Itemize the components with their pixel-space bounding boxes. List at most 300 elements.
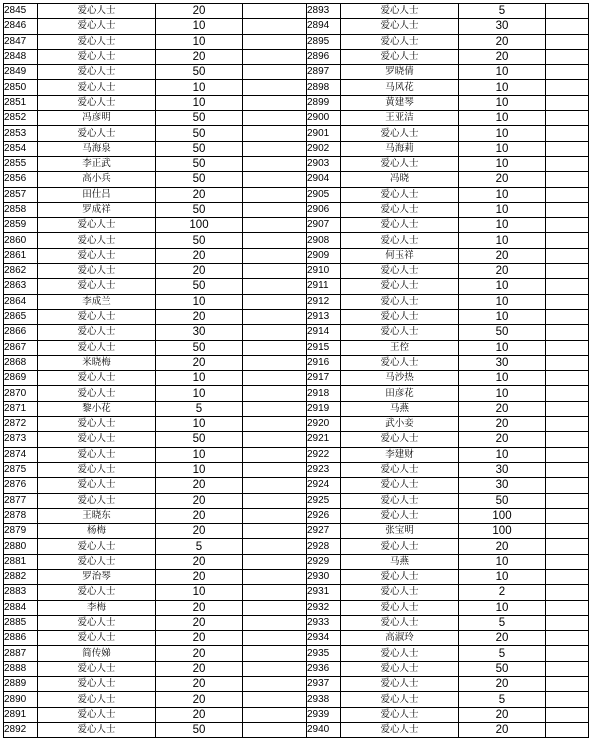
blank-cell xyxy=(243,569,307,584)
donation-amount-cell: 20 xyxy=(156,661,243,676)
donor-name-cell: 爱心人士 xyxy=(341,355,459,370)
donor-number-cell: 2940 xyxy=(307,722,341,737)
blank-cell xyxy=(243,248,307,263)
blank-cell xyxy=(243,417,307,432)
blank-cell xyxy=(546,340,589,355)
donor-name-cell: 爱心人士 xyxy=(341,294,459,309)
donation-amount-cell: 100 xyxy=(156,218,243,233)
blank-cell xyxy=(546,692,589,707)
donor-name-cell: 高小兵 xyxy=(38,172,156,187)
blank-cell xyxy=(243,646,307,661)
donation-amount-cell: 10 xyxy=(459,65,546,80)
donor-name-cell: 罗晓倩 xyxy=(341,65,459,80)
table-row xyxy=(4,218,589,233)
donor-number-cell: 2867 xyxy=(4,340,38,355)
donor-name-cell: 爱心人士 xyxy=(38,218,156,233)
donation-amount-cell: 10 xyxy=(156,371,243,386)
blank-cell xyxy=(546,309,589,324)
donor-name-cell: 爱心人士 xyxy=(341,722,459,737)
donor-number-cell: 2881 xyxy=(4,554,38,569)
donor-name-cell: 爱心人士 xyxy=(341,279,459,294)
donor-name-cell: 爱心人士 xyxy=(341,585,459,600)
donation-amount-cell: 20 xyxy=(156,615,243,630)
donation-amount-cell: 10 xyxy=(459,126,546,141)
donor-name-cell: 马风花 xyxy=(341,80,459,95)
donor-number-cell: 2928 xyxy=(307,539,341,554)
donation-amount-cell: 10 xyxy=(156,19,243,34)
blank-cell xyxy=(546,202,589,217)
donation-amount-cell: 10 xyxy=(459,202,546,217)
table-row xyxy=(4,126,589,141)
donor-number-cell: 2929 xyxy=(307,554,341,569)
donor-name-cell: 爱心人士 xyxy=(38,279,156,294)
donor-name-cell: 爱心人士 xyxy=(38,80,156,95)
donor-name-cell: 黄建琴 xyxy=(341,95,459,110)
blank-cell xyxy=(243,554,307,569)
donor-name-cell: 米晓梅 xyxy=(38,355,156,370)
blank-cell xyxy=(243,202,307,217)
donor-number-cell: 2937 xyxy=(307,677,341,692)
blank-cell xyxy=(546,707,589,722)
donor-name-cell: 爱心人士 xyxy=(38,585,156,600)
donor-number-cell: 2863 xyxy=(4,279,38,294)
blank-cell xyxy=(546,432,589,447)
table-row xyxy=(4,692,589,707)
donor-name-cell: 马沙热 xyxy=(341,371,459,386)
donor-name-cell: 高淑玲 xyxy=(341,631,459,646)
blank-cell xyxy=(546,248,589,263)
blank-cell xyxy=(243,233,307,248)
donation-amount-cell: 20 xyxy=(156,631,243,646)
donation-amount-cell: 50 xyxy=(156,126,243,141)
blank-cell xyxy=(243,294,307,309)
donation-amount-cell: 10 xyxy=(459,371,546,386)
donation-table xyxy=(3,3,589,738)
donor-number-cell: 2902 xyxy=(307,141,341,156)
table-row xyxy=(4,111,589,126)
donor-name-cell: 爱心人士 xyxy=(38,340,156,355)
table-row xyxy=(4,294,589,309)
blank-cell xyxy=(546,508,589,523)
table-row xyxy=(4,19,589,34)
table-row xyxy=(4,172,589,187)
table-row xyxy=(4,585,589,600)
blank-cell xyxy=(546,600,589,615)
donor-number-cell: 2911 xyxy=(307,279,341,294)
donor-number-cell: 2903 xyxy=(307,156,341,171)
donor-name-cell: 李成兰 xyxy=(38,294,156,309)
donor-name-cell: 马海泉 xyxy=(38,141,156,156)
blank-cell xyxy=(243,508,307,523)
donor-name-cell: 爱心人士 xyxy=(38,49,156,64)
donor-number-cell: 2877 xyxy=(4,493,38,508)
donor-number-cell: 2876 xyxy=(4,478,38,493)
donor-number-cell: 2862 xyxy=(4,264,38,279)
donation-amount-cell: 10 xyxy=(459,309,546,324)
donor-number-cell: 2890 xyxy=(4,692,38,707)
blank-cell xyxy=(243,126,307,141)
donor-name-cell: 爱心人士 xyxy=(38,493,156,508)
donor-number-cell: 2934 xyxy=(307,631,341,646)
donation-amount-cell: 5 xyxy=(459,646,546,661)
table-row xyxy=(4,187,589,202)
donation-amount-cell: 50 xyxy=(156,432,243,447)
donation-amount-cell: 30 xyxy=(156,325,243,340)
donor-name-cell: 爱心人士 xyxy=(341,34,459,49)
blank-cell xyxy=(546,264,589,279)
donor-number-cell: 2882 xyxy=(4,569,38,584)
donor-number-cell: 2872 xyxy=(4,417,38,432)
blank-cell xyxy=(546,401,589,416)
blank-cell xyxy=(243,600,307,615)
donation-amount-cell: 20 xyxy=(156,677,243,692)
table-row xyxy=(4,508,589,523)
table-row xyxy=(4,248,589,263)
blank-cell xyxy=(243,539,307,554)
donor-number-cell: 2889 xyxy=(4,677,38,692)
donation-amount-cell: 30 xyxy=(459,355,546,370)
donor-name-cell: 李梅 xyxy=(38,600,156,615)
donor-number-cell: 2864 xyxy=(4,294,38,309)
table-row xyxy=(4,722,589,737)
donation-amount-cell: 20 xyxy=(459,417,546,432)
donation-amount-cell: 10 xyxy=(156,95,243,110)
donor-name-cell: 田彦花 xyxy=(341,386,459,401)
donor-name-cell: 爱心人士 xyxy=(341,677,459,692)
table-row xyxy=(4,156,589,171)
donor-number-cell: 2932 xyxy=(307,600,341,615)
blank-cell xyxy=(546,19,589,34)
donor-name-cell: 爱心人士 xyxy=(341,264,459,279)
donor-name-cell: 爱心人士 xyxy=(341,19,459,34)
donation-amount-cell: 30 xyxy=(459,478,546,493)
donation-amount-cell: 10 xyxy=(156,80,243,95)
donor-number-cell: 2918 xyxy=(307,386,341,401)
donor-number-cell: 2908 xyxy=(307,233,341,248)
blank-cell xyxy=(546,569,589,584)
blank-cell xyxy=(546,111,589,126)
donor-name-cell: 黎小花 xyxy=(38,401,156,416)
blank-cell xyxy=(243,661,307,676)
donation-amount-cell: 10 xyxy=(459,156,546,171)
donor-number-cell: 2870 xyxy=(4,386,38,401)
blank-cell xyxy=(546,65,589,80)
donation-amount-cell: 50 xyxy=(459,661,546,676)
donor-name-cell: 王亚洁 xyxy=(341,111,459,126)
blank-cell xyxy=(546,294,589,309)
donation-amount-cell: 20 xyxy=(156,4,243,19)
blank-cell xyxy=(546,631,589,646)
donor-name-cell: 爱心人士 xyxy=(38,432,156,447)
donor-number-cell: 2891 xyxy=(4,707,38,722)
donor-name-cell: 爱心人士 xyxy=(38,233,156,248)
blank-cell xyxy=(243,493,307,508)
donation-amount-cell: 50 xyxy=(459,325,546,340)
donor-name-cell: 马燕 xyxy=(341,401,459,416)
donation-amount-cell: 30 xyxy=(459,19,546,34)
donor-number-cell: 2892 xyxy=(4,722,38,737)
donor-name-cell: 爱心人士 xyxy=(38,554,156,569)
blank-cell xyxy=(546,80,589,95)
donor-number-cell: 2905 xyxy=(307,187,341,202)
donor-number-cell: 2909 xyxy=(307,248,341,263)
donation-amount-cell: 20 xyxy=(156,248,243,263)
donor-number-cell: 2893 xyxy=(307,4,341,19)
donor-number-cell: 2933 xyxy=(307,615,341,630)
donor-number-cell: 2904 xyxy=(307,172,341,187)
table-row xyxy=(4,447,589,462)
donor-name-cell: 爱心人士 xyxy=(341,126,459,141)
donor-name-cell: 张宝明 xyxy=(341,524,459,539)
blank-cell xyxy=(243,218,307,233)
donation-amount-cell: 50 xyxy=(156,722,243,737)
donor-name-cell: 何玉祥 xyxy=(341,248,459,263)
donor-number-cell: 2875 xyxy=(4,462,38,477)
table-row xyxy=(4,34,589,49)
donor-name-cell: 爱心人士 xyxy=(38,95,156,110)
blank-cell xyxy=(243,156,307,171)
blank-cell xyxy=(243,401,307,416)
donor-number-cell: 2861 xyxy=(4,248,38,263)
table-row xyxy=(4,569,589,584)
donation-amount-cell: 10 xyxy=(156,447,243,462)
donation-amount-cell: 10 xyxy=(459,279,546,294)
donor-number-cell: 2896 xyxy=(307,49,341,64)
donor-number-cell: 2851 xyxy=(4,95,38,110)
donation-amount-cell: 20 xyxy=(459,49,546,64)
blank-cell xyxy=(546,218,589,233)
donor-number-cell: 2915 xyxy=(307,340,341,355)
donor-number-cell: 2885 xyxy=(4,615,38,630)
donation-amount-cell: 5 xyxy=(156,401,243,416)
donation-amount-cell: 20 xyxy=(459,677,546,692)
donor-name-cell: 爱心人士 xyxy=(341,462,459,477)
donation-amount-cell: 10 xyxy=(459,141,546,156)
donor-number-cell: 2886 xyxy=(4,631,38,646)
table-row xyxy=(4,141,589,156)
donor-name-cell: 爱心人士 xyxy=(38,661,156,676)
donation-amount-cell: 100 xyxy=(459,508,546,523)
table-row xyxy=(4,49,589,64)
donor-name-cell: 爱心人士 xyxy=(38,4,156,19)
donor-name-cell: 爱心人士 xyxy=(38,722,156,737)
donor-name-cell: 爱心人士 xyxy=(341,661,459,676)
donor-name-cell: 爱心人士 xyxy=(38,309,156,324)
blank-cell xyxy=(546,478,589,493)
blank-cell xyxy=(243,264,307,279)
donation-amount-cell: 10 xyxy=(459,600,546,615)
blank-cell xyxy=(243,309,307,324)
blank-cell xyxy=(243,340,307,355)
donor-number-cell: 2939 xyxy=(307,707,341,722)
donor-name-cell: 爱心人士 xyxy=(38,371,156,386)
donation-amount-cell: 10 xyxy=(156,462,243,477)
blank-cell xyxy=(243,95,307,110)
donor-number-cell: 2865 xyxy=(4,309,38,324)
donation-amount-cell: 20 xyxy=(459,34,546,49)
blank-cell xyxy=(546,126,589,141)
donor-number-cell: 2898 xyxy=(307,80,341,95)
donation-amount-cell: 10 xyxy=(459,294,546,309)
donation-amount-cell: 2 xyxy=(459,585,546,600)
blank-cell xyxy=(546,646,589,661)
donor-number-cell: 2850 xyxy=(4,80,38,95)
blank-cell xyxy=(546,661,589,676)
blank-cell xyxy=(243,631,307,646)
donor-name-cell: 冯彦明 xyxy=(38,111,156,126)
table-row xyxy=(4,4,589,19)
table-row xyxy=(4,631,589,646)
donor-name-cell: 罗治琴 xyxy=(38,569,156,584)
donor-number-cell: 2878 xyxy=(4,508,38,523)
donation-amount-cell: 20 xyxy=(156,187,243,202)
blank-cell xyxy=(243,34,307,49)
donation-amount-cell: 20 xyxy=(156,554,243,569)
table-row xyxy=(4,707,589,722)
donor-number-cell: 2848 xyxy=(4,49,38,64)
donor-name-cell: 爱心人士 xyxy=(341,49,459,64)
donor-number-cell: 2924 xyxy=(307,478,341,493)
donation-amount-cell: 10 xyxy=(156,386,243,401)
blank-cell xyxy=(546,539,589,554)
table-row xyxy=(4,462,589,477)
blank-cell xyxy=(546,95,589,110)
donation-amount-cell: 10 xyxy=(459,233,546,248)
table-row xyxy=(4,264,589,279)
donation-amount-cell: 20 xyxy=(156,508,243,523)
donor-name-cell: 爱心人士 xyxy=(341,539,459,554)
blank-cell xyxy=(243,49,307,64)
donation-amount-cell: 10 xyxy=(156,585,243,600)
blank-cell xyxy=(546,325,589,340)
blank-cell xyxy=(546,156,589,171)
donor-number-cell: 2857 xyxy=(4,187,38,202)
donor-name-cell: 李正武 xyxy=(38,156,156,171)
table-row xyxy=(4,80,589,95)
donor-number-cell: 2887 xyxy=(4,646,38,661)
donor-name-cell: 爱心人士 xyxy=(38,126,156,141)
donor-name-cell: 爱心人士 xyxy=(38,615,156,630)
blank-cell xyxy=(243,386,307,401)
donor-name-cell: 冯晓 xyxy=(341,172,459,187)
donor-name-cell: 爱心人士 xyxy=(341,432,459,447)
donation-amount-cell: 50 xyxy=(156,233,243,248)
blank-cell xyxy=(243,65,307,80)
blank-cell xyxy=(243,4,307,19)
donation-amount-cell: 20 xyxy=(156,646,243,661)
donor-number-cell: 2895 xyxy=(307,34,341,49)
donor-name-cell: 爱心人士 xyxy=(341,707,459,722)
blank-cell xyxy=(243,355,307,370)
donor-name-cell: 爱心人士 xyxy=(341,309,459,324)
blank-cell xyxy=(243,172,307,187)
blank-cell xyxy=(243,462,307,477)
donation-amount-cell: 10 xyxy=(459,569,546,584)
blank-cell xyxy=(546,172,589,187)
blank-cell xyxy=(546,187,589,202)
donation-amount-cell: 5 xyxy=(459,4,546,19)
donation-amount-cell: 20 xyxy=(156,600,243,615)
donor-number-cell: 2847 xyxy=(4,34,38,49)
blank-cell xyxy=(546,615,589,630)
donation-amount-cell: 10 xyxy=(459,554,546,569)
blank-cell xyxy=(243,325,307,340)
donor-number-cell: 2845 xyxy=(4,4,38,19)
table-row xyxy=(4,417,589,432)
donor-number-cell: 2866 xyxy=(4,325,38,340)
table-row xyxy=(4,615,589,630)
table-row xyxy=(4,371,589,386)
donor-number-cell: 2927 xyxy=(307,524,341,539)
table-row xyxy=(4,432,589,447)
donor-name-cell: 爱心人士 xyxy=(341,218,459,233)
donor-number-cell: 2935 xyxy=(307,646,341,661)
donor-number-cell: 2926 xyxy=(307,508,341,523)
donor-name-cell: 爱心人士 xyxy=(341,156,459,171)
blank-cell xyxy=(243,707,307,722)
table-row xyxy=(4,478,589,493)
blank-cell xyxy=(546,371,589,386)
donor-number-cell: 2856 xyxy=(4,172,38,187)
blank-cell xyxy=(546,355,589,370)
donor-name-cell: 爱心人士 xyxy=(341,202,459,217)
blank-cell xyxy=(546,4,589,19)
donor-name-cell: 爱心人士 xyxy=(38,692,156,707)
donation-amount-cell: 50 xyxy=(156,65,243,80)
donor-number-cell: 2849 xyxy=(4,65,38,80)
donor-number-cell: 2855 xyxy=(4,156,38,171)
donor-name-cell: 爱心人士 xyxy=(341,493,459,508)
donor-number-cell: 2883 xyxy=(4,585,38,600)
donation-amount-cell: 50 xyxy=(459,493,546,508)
donor-number-cell: 2936 xyxy=(307,661,341,676)
donor-name-cell: 爱心人士 xyxy=(38,677,156,692)
blank-cell xyxy=(546,49,589,64)
donation-amount-cell: 50 xyxy=(156,111,243,126)
donor-number-cell: 2920 xyxy=(307,417,341,432)
donation-amount-cell: 20 xyxy=(459,631,546,646)
donor-number-cell: 2888 xyxy=(4,661,38,676)
donation-amount-cell: 10 xyxy=(156,417,243,432)
donor-number-cell: 2931 xyxy=(307,585,341,600)
table-row xyxy=(4,340,589,355)
donor-number-cell: 2916 xyxy=(307,355,341,370)
blank-cell xyxy=(243,722,307,737)
blank-cell xyxy=(243,19,307,34)
donor-number-cell: 2894 xyxy=(307,19,341,34)
donor-number-cell: 2921 xyxy=(307,432,341,447)
donor-number-cell: 2854 xyxy=(4,141,38,156)
donor-number-cell: 2860 xyxy=(4,233,38,248)
donor-name-cell: 王晓东 xyxy=(38,508,156,523)
donor-name-cell: 爱心人士 xyxy=(38,631,156,646)
donor-name-cell: 爱心人士 xyxy=(341,233,459,248)
table-row xyxy=(4,355,589,370)
blank-cell xyxy=(243,585,307,600)
blank-cell xyxy=(546,722,589,737)
donor-name-cell: 爱心人士 xyxy=(38,478,156,493)
donor-name-cell: 武小妾 xyxy=(341,417,459,432)
donation-amount-cell: 10 xyxy=(459,187,546,202)
table-row xyxy=(4,386,589,401)
donor-name-cell: 爱心人士 xyxy=(38,707,156,722)
donation-amount-cell: 20 xyxy=(156,707,243,722)
donor-name-cell: 王倥 xyxy=(341,340,459,355)
donor-name-cell: 马燕 xyxy=(341,554,459,569)
blank-cell xyxy=(243,371,307,386)
donor-number-cell: 2879 xyxy=(4,524,38,539)
donation-amount-cell: 50 xyxy=(156,172,243,187)
